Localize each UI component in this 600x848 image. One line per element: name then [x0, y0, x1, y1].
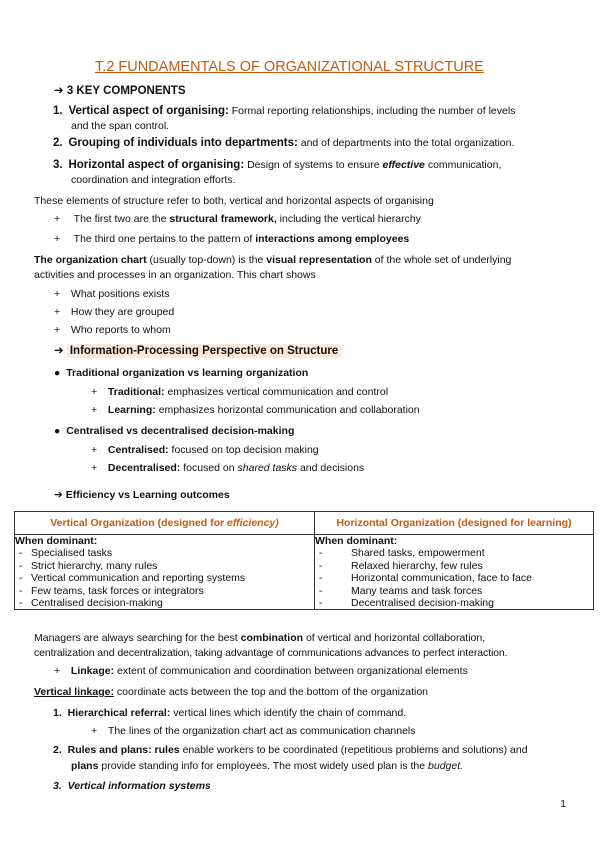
list-item: - Relaxed hierarchy, few rules: [315, 560, 593, 572]
arrow-icon: ➔: [54, 489, 63, 501]
plus-bullet-icon: +: [54, 665, 61, 677]
item-text: focused on top decision making: [171, 444, 319, 456]
plus-bullet-icon: +: [91, 386, 98, 398]
org-chart-paragraph: [34, 254, 511, 267]
table-header-row: [15, 512, 594, 535]
item-bold: Rules and plans:: [67, 744, 152, 756]
vl-item-1-sub: [91, 725, 416, 738]
plus-bullet-icon: +: [54, 233, 61, 245]
item-bold: Centralised:: [107, 444, 169, 456]
paragraph-text: of vertical and horizontal collaboration,: [305, 632, 486, 644]
list-item: - Horizontal communication, face to face: [315, 572, 593, 584]
vertical-linkage-label: Vertical linkage:: [34, 686, 114, 698]
org-chart-bullet-1: [54, 288, 170, 301]
table-row: [15, 535, 594, 610]
info-group-1-item-2: [91, 404, 420, 417]
header-text: Vertical Organization (designed for: [50, 517, 225, 529]
key-item-3: [53, 158, 501, 172]
sub-text: The lines of the organization chart act as communication channels: [107, 725, 416, 737]
item-bold: plans: [71, 760, 99, 772]
item-text: Formal reporting relationships, including the number of levels: [231, 105, 516, 117]
bullet-bold: interactions among employees: [255, 233, 410, 245]
item-italic: budget.: [428, 760, 464, 772]
list-item: - Vertical communication and reporting systems: [15, 572, 314, 584]
list-item: - Strict hierarchy, many rules: [15, 560, 314, 572]
info-group-1-item-1: [91, 386, 388, 399]
org-chart-text: of the whole set of underlying: [374, 254, 512, 266]
item-number: 2.: [53, 137, 63, 149]
item-text: emphasizes vertical communication and control: [167, 386, 389, 398]
org-chart-bullet-3: [54, 324, 171, 337]
item-text: focused on: [183, 462, 235, 474]
vl-item-2: [53, 744, 528, 757]
item-bold: Learning:: [107, 404, 156, 416]
item-bold: rules: [154, 744, 180, 756]
linkage-bold: Linkage:: [70, 665, 115, 677]
info-processing-heading-text: Information-Processing Perspective on Structure: [67, 344, 341, 358]
plus-bullet-icon: +: [54, 213, 61, 225]
linkage-bullet: [54, 665, 468, 678]
header-italic: efficiency): [227, 517, 279, 529]
vertical-linkage-text: coordinate acts between the top and the bottom of the organization: [116, 686, 429, 698]
item-bold: Hierarchical referral:: [67, 707, 171, 719]
item-number: 1.: [53, 707, 62, 719]
when-dominant-label: When dominant:: [15, 535, 98, 547]
elements-bullet-2: [54, 233, 409, 246]
plus-bullet-icon: +: [54, 306, 61, 318]
info-group-2-item-2: [91, 462, 364, 475]
item-italic: shared tasks: [237, 462, 298, 474]
item-label: Grouping of individuals into departments:: [68, 137, 298, 149]
key-item-1-cont: and the span control.: [71, 120, 170, 132]
org-chart-bullet-2: [54, 306, 174, 319]
item-bold-italic: Vertical information systems: [67, 780, 211, 792]
key-item-1: [53, 104, 515, 118]
list-item: - Decentralised decision-making: [315, 597, 593, 609]
plus-bullet-icon: +: [91, 404, 98, 416]
key-components-heading-text: 3 KEY COMPONENTS: [66, 85, 186, 97]
item-text: provide standing info for employees. The most widely used plan is the: [101, 760, 426, 772]
efficiency-heading-text: Efficiency vs Learning outcomes: [65, 489, 230, 501]
item-text: Design of systems to ensure: [247, 159, 380, 171]
key-item-3-cont: coordination and integration efforts.: [71, 174, 236, 186]
plus-bullet-icon: +: [91, 444, 98, 456]
efficiency-heading: [54, 489, 230, 502]
bullet-text: The first two are the: [73, 213, 167, 225]
managers-paragraph: [34, 632, 485, 645]
table-header-vertical: [15, 512, 315, 535]
item-text: and decisions: [299, 462, 365, 474]
table-cell-vertical: [15, 535, 315, 610]
vertical-linkage-line: [34, 686, 428, 699]
managers-paragraph-cont: centralization and decentralization, taking advantage of communications advances to perfect interaction.: [34, 647, 508, 659]
info-group-2-item-1: [91, 444, 319, 457]
item-text: vertical lines which identify the chain of command.: [173, 707, 407, 719]
dot-bullet-icon: ●: [54, 425, 61, 437]
list-item: - Specialised tasks: [15, 547, 314, 559]
page-title: T.2 FUNDAMENTALS OF ORGANIZATIONAL STRUCTURE: [95, 59, 484, 75]
page-number: 1: [560, 798, 566, 810]
table-cell-horizontal: [315, 535, 594, 610]
item-text: and of departments into the total organization.: [300, 137, 515, 149]
bullet-text: What positions exists: [70, 288, 170, 300]
vl-item-2-cont: [71, 760, 463, 773]
arrow-icon: ➔: [54, 85, 64, 97]
item-number: 2.: [53, 744, 62, 756]
item-bold: Decentralised:: [107, 462, 181, 474]
item-bold: Traditional:: [107, 386, 165, 398]
plus-bullet-icon: +: [54, 288, 61, 300]
linkage-text: extent of communication and coordination between organizational elements: [117, 665, 468, 677]
info-group-2: [54, 425, 294, 438]
bullet-text: including the vertical hierarchy: [279, 213, 421, 225]
table-header-horizontal: Horizontal Organization (designed for learning): [315, 512, 594, 535]
info-processing-heading: [54, 344, 341, 358]
key-item-2: [53, 136, 514, 150]
when-dominant-label: When dominant:: [315, 535, 398, 547]
paragraph-text: Managers are always searching for the best: [34, 632, 238, 644]
org-chart-bold: The organization chart: [34, 254, 147, 266]
arrow-icon: ➔: [54, 345, 64, 357]
group-title: Traditional organization vs learning organization: [66, 367, 309, 379]
comparison-table: [14, 511, 594, 610]
key-components-heading: [54, 84, 186, 98]
item-label: Vertical aspect of organising:: [68, 105, 229, 117]
list-item: - Shared tasks, empowerment: [315, 547, 593, 559]
item-number: 3.: [53, 159, 63, 171]
org-chart-bold: visual representation: [266, 254, 372, 266]
info-group-1: [54, 367, 308, 380]
elements-paragraph: These elements of structure refer to both, vertical and horizontal aspects of organising: [34, 195, 434, 207]
item-text: communication,: [427, 159, 502, 171]
item-emphasis: effective: [382, 159, 425, 171]
paragraph-bold: combination: [240, 632, 304, 644]
item-text: emphasizes horizontal communication and collaboration: [158, 404, 420, 416]
elements-bullet-1: [54, 213, 421, 226]
bullet-text: How they are grouped: [70, 306, 175, 318]
item-number: 1.: [53, 105, 63, 117]
list-item: - Many teams and task forces: [315, 585, 593, 597]
dot-bullet-icon: ●: [54, 367, 61, 379]
vl-item-1: [53, 707, 406, 720]
bullet-text: The third one pertains to the pattern of: [73, 233, 253, 245]
bullet-text: Who reports to whom: [70, 324, 171, 336]
list-item: - Centralised decision-making: [15, 597, 314, 609]
plus-bullet-icon: +: [91, 462, 98, 474]
plus-bullet-icon: +: [54, 324, 61, 336]
vl-item-3: [53, 780, 211, 793]
list-item: - Few teams, task forces or integrators: [15, 585, 314, 597]
item-label: Horizontal aspect of organising:: [68, 159, 245, 171]
group-title: Centralised vs decentralised decision-making: [66, 425, 295, 437]
org-chart-paragraph-cont: activities and processes in an organization. This chart shows: [34, 269, 316, 281]
item-text: enable workers to be coordinated (repetitious problems and solutions) and: [182, 744, 528, 756]
org-chart-text: (usually top-down) is the: [149, 254, 264, 266]
bullet-bold: structural framework,: [169, 213, 277, 225]
plus-bullet-icon: +: [91, 725, 98, 737]
item-number: 3.: [53, 780, 62, 792]
